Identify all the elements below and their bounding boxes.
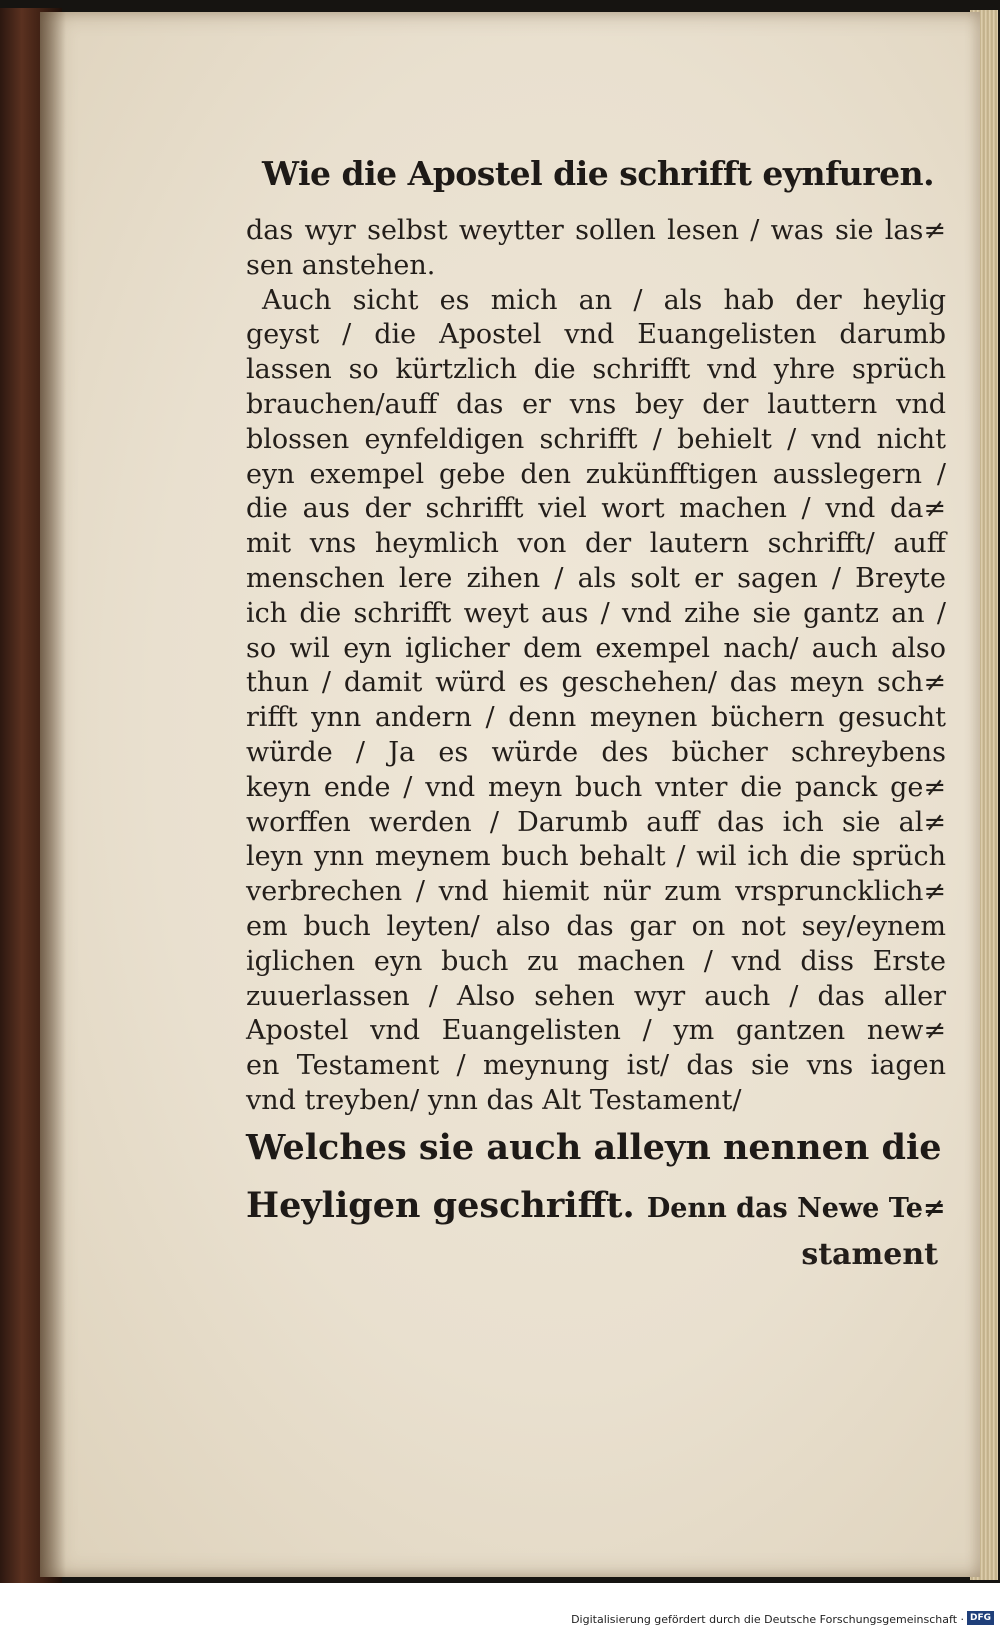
text-line: geyst / die Apostel vnd Euangelisten darumb bbox=[246, 319, 946, 351]
text-line: thun / damit würd es geschehen/ das meyn sch≠ bbox=[246, 667, 946, 699]
text-line: worffen werden / Darumb auff das ich sie al≠ bbox=[246, 806, 946, 838]
text-line: em buch leyten/ also das gar on not sey/eynem bbox=[246, 910, 946, 942]
text-line: en Testament / meynung ist/ das sie vns iagen bbox=[246, 1050, 946, 1082]
gutter-shadow bbox=[40, 12, 66, 1577]
text-line: sen anstehen. bbox=[246, 249, 436, 281]
running-heading: Wie die Apostel die schrifft eynfuren. bbox=[262, 154, 935, 193]
body-text bbox=[246, 214, 946, 1275]
emphasis-tail: Denn das Newe Te≠ bbox=[646, 1192, 946, 1224]
text-line: rifft ynn andern / denn meynen büchern gesucht bbox=[246, 702, 946, 734]
text-line: brauchen/auff das er vns bey der lauttern vnd bbox=[246, 388, 946, 420]
text-line: leyn ynn meynem buch behalt / wil ich die sprüch bbox=[246, 841, 946, 873]
text-line: menschen lere zihen / als solt er sagen / Breyte bbox=[246, 562, 946, 594]
emphasis-text: Heyligen geschrifft. bbox=[246, 1184, 635, 1226]
text-line: keyn ende / vnd meyn buch vnter die panck ge≠ bbox=[246, 771, 946, 803]
text-line: ich die schrifft weyt aus / vnd zihe sie gantz an / bbox=[246, 597, 946, 629]
text-line: mit vns heymlich von der lautern schrifft/ auff bbox=[246, 528, 946, 560]
text-line: die aus der schrifft viel wort machen / vnd da≠ bbox=[246, 493, 946, 525]
emphasis-line: Welches sie auch alleyn nennen die bbox=[246, 1126, 942, 1168]
catchword: stament bbox=[801, 1236, 938, 1272]
text-line: Apostel vnd Euangelisten / ym gantzen new≠ bbox=[246, 1015, 946, 1047]
text-line: iglichen eyn buch zu machen / vnd diss Erste bbox=[246, 945, 946, 977]
text-line: zuuerlassen / Also sehen wyr auch / das aller bbox=[246, 980, 946, 1012]
text-line: blossen eynfeldigen schrifft / behielt / vnd nicht bbox=[246, 423, 946, 455]
text-line: verbrechen / vnd hiemit nür zum vrspruncklich≠ bbox=[246, 876, 946, 908]
text-line: Auch sicht es mich an / als hab der heylig bbox=[262, 284, 946, 316]
emphasis-line bbox=[246, 1177, 946, 1235]
text-line: lassen so kürtzlich die schrifft vnd yhre sprüch bbox=[246, 354, 946, 386]
digitization-footer bbox=[0, 1583, 1000, 1629]
funding-credit: Digitalisierung gefördert durch die Deutsche Forschungsgemeinschaft · bbox=[571, 1613, 964, 1626]
text-line: das wyr selbst weytter sollen lesen / was sie las≠ bbox=[246, 215, 946, 246]
text-line: eyn exempel gebe den zukünfftigen ausslegern / bbox=[246, 458, 946, 490]
dfg-logo: DFG bbox=[967, 1611, 994, 1625]
text-line: vnd treyben/ ynn das Alt Testament/ bbox=[246, 1084, 742, 1116]
text-line: würde / Ja es würde des bücher schreybens bbox=[246, 736, 946, 768]
text-line: so wil eyn iglicher dem exempel nach/ auch also bbox=[246, 632, 946, 664]
